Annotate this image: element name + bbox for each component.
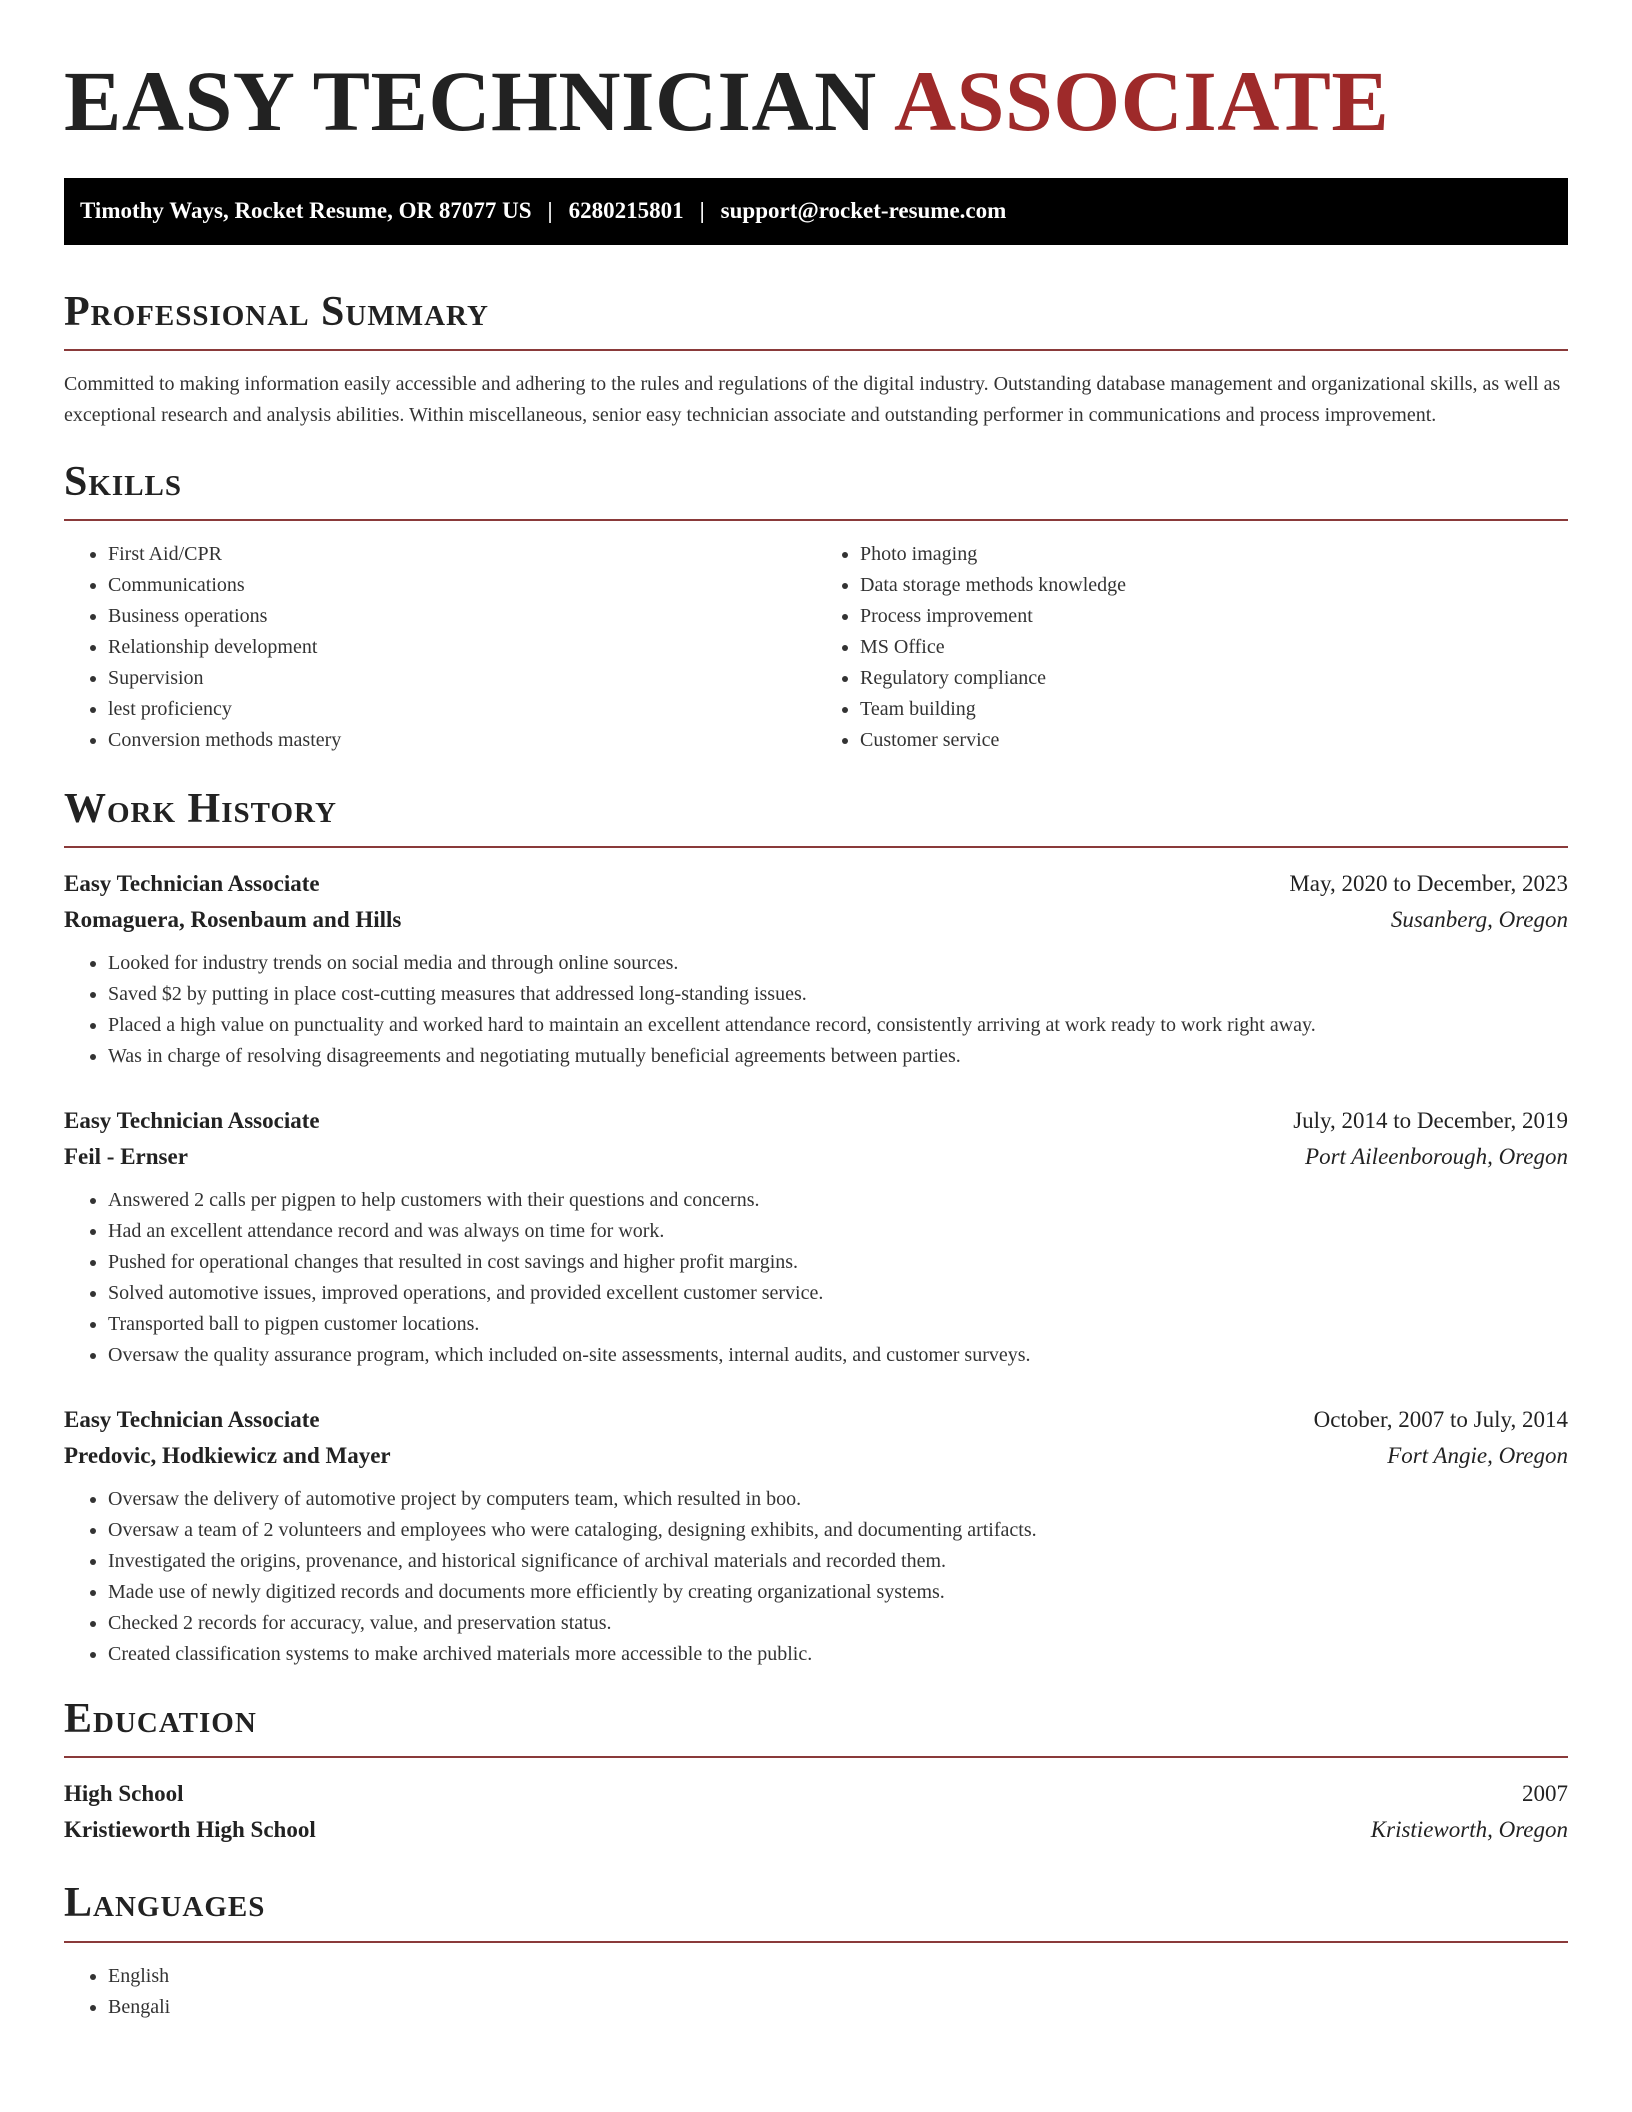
contact-bar bbox=[64, 178, 1568, 245]
job-bullet: • Answered 2 calls per pigpen to help customers with their questions and concerns. bbox=[108, 1185, 1568, 1216]
job-header-row bbox=[64, 866, 1568, 902]
skill-item: • Regulatory compliance bbox=[860, 663, 1568, 694]
job-bullet: • Created classification systems to make archived materials more accessible to the public. bbox=[108, 1639, 1568, 1670]
job-bullet: • Oversaw the delivery of automotive project by computers team, which resulted in boo. bbox=[108, 1484, 1568, 1515]
job-bullets bbox=[64, 948, 1568, 1072]
job-title: Easy Technician Associate bbox=[64, 871, 320, 897]
job-bullet: • Solved automotive issues, improved operations, and provided excellent customer service. bbox=[108, 1278, 1568, 1309]
job-dates: October, 2007 to July, 2014 bbox=[1313, 1407, 1568, 1433]
skill-item: • Photo imaging bbox=[860, 539, 1568, 570]
job-bullet: • Had an excellent attendance record and was always on time for work. bbox=[108, 1216, 1568, 1247]
skill-item: • Communications bbox=[108, 570, 816, 601]
job-bullet: • Oversaw a team of 2 volunteers and employees who were cataloging, designing exhibits, and documenting artifacts. bbox=[108, 1515, 1568, 1546]
title-accent: ASSOCIATE bbox=[894, 53, 1390, 149]
job-company-row bbox=[64, 1139, 1568, 1175]
job-company: Feil - Ernser bbox=[64, 1144, 188, 1170]
job-bullet: • Oversaw the quality assurance program, which included on-site assessments, internal audits, and customer surveys. bbox=[108, 1340, 1568, 1371]
job-dates: July, 2014 to December, 2019 bbox=[1293, 1108, 1568, 1134]
skill-item: • Supervision bbox=[108, 663, 816, 694]
language-item: • English bbox=[108, 1961, 1568, 1992]
job-bullet: • Pushed for operational changes that resulted in cost savings and higher profit margins. bbox=[108, 1247, 1568, 1278]
job-location: Fort Angie, Oregon bbox=[1387, 1443, 1568, 1469]
education-degree-row bbox=[64, 1776, 1568, 1812]
job-dates: May, 2020 to December, 2023 bbox=[1289, 871, 1568, 897]
skill-item: • Relationship development bbox=[108, 632, 816, 663]
contact-email: support@rocket-resume.com bbox=[720, 198, 1007, 224]
job-entry bbox=[64, 866, 1568, 1072]
skill-item: • Process improvement bbox=[860, 601, 1568, 632]
job-bullet: • Checked 2 records for accuracy, value, and preservation status. bbox=[108, 1608, 1568, 1639]
section-heading: Education bbox=[64, 1696, 1568, 1758]
education-school-row bbox=[64, 1812, 1568, 1848]
languages-list bbox=[64, 1961, 1568, 2023]
summary-text: Committed to making information easily accessible and adhering to the rules and regulations of the digital industry. Outstanding database management and organizational skills, as well as exceptional research and analysis abilities. Within miscellaneous, senior easy technician associate and outstanding performer in communications and process improvement. bbox=[64, 372, 1561, 426]
job-bullet: • Placed a high value on punctuality and worked hard to maintain an excellent attendance record, consistently arriving at work ready to work right away. bbox=[108, 1010, 1568, 1041]
language-item: • Bengali bbox=[108, 1992, 1568, 2023]
skills-columns bbox=[64, 539, 1568, 756]
job-company-row bbox=[64, 902, 1568, 938]
job-bullet: • Made use of newly digitized records and documents more efficiently by creating organizational systems. bbox=[108, 1577, 1568, 1608]
skill-item: • Data storage methods knowledge bbox=[860, 570, 1568, 601]
skill-item: • Conversion methods mastery bbox=[108, 725, 816, 756]
work-history-section bbox=[64, 786, 1568, 1670]
job-company-row bbox=[64, 1438, 1568, 1474]
job-company: Romaguera, Rosenbaum and Hills bbox=[64, 907, 402, 933]
title-main: EASY TECHNICIAN bbox=[64, 53, 877, 149]
job-entry bbox=[64, 1103, 1568, 1371]
job-title: Easy Technician Associate bbox=[64, 1108, 320, 1134]
skills-section bbox=[64, 459, 1568, 756]
skill-item: • Customer service bbox=[860, 725, 1568, 756]
job-bullet: • Looked for industry trends on social media and through online sources. bbox=[108, 948, 1568, 979]
section-heading: Skills bbox=[64, 459, 1568, 521]
job-company: Predovic, Hodkiewicz and Mayer bbox=[64, 1443, 391, 1469]
contact-address: Timothy Ways, Rocket Resume, OR 87077 US bbox=[80, 198, 532, 224]
contact-phone: 6280215801 bbox=[568, 198, 684, 224]
skills-list-left bbox=[64, 539, 816, 756]
job-bullet: • Was in charge of resolving disagreements and negotiating mutually beneficial agreements between parties. bbox=[108, 1041, 1568, 1072]
job-location: Susanberg, Oregon bbox=[1390, 907, 1568, 933]
job-bullets bbox=[64, 1484, 1568, 1670]
education-location: Kristieworth, Oregon bbox=[1370, 1817, 1568, 1843]
job-bullet: • Saved $2 by putting in place cost-cutting measures that addressed long-standing issues. bbox=[108, 979, 1568, 1010]
section-heading: Languages bbox=[64, 1880, 1568, 1942]
skill-item: • lest proficiency bbox=[108, 694, 816, 725]
summary-section bbox=[64, 289, 1568, 431]
job-entry bbox=[64, 1402, 1568, 1670]
contact-separator: | bbox=[699, 198, 705, 224]
contact-separator: | bbox=[547, 198, 553, 224]
skill-item: • MS Office bbox=[860, 632, 1568, 663]
education-school: Kristieworth High School bbox=[64, 1817, 316, 1843]
section-heading: Professional Summary bbox=[64, 289, 1568, 351]
job-bullet: • Investigated the origins, provenance, and historical significance of archival materials and recorded them. bbox=[108, 1546, 1568, 1577]
skill-item: • First Aid/CPR bbox=[108, 539, 816, 570]
education-year: 2007 bbox=[1522, 1781, 1568, 1807]
skill-item: • Business operations bbox=[108, 601, 816, 632]
skill-item: • Team building bbox=[860, 694, 1568, 725]
job-location: Port Aileenborough, Oregon bbox=[1305, 1144, 1568, 1170]
section-heading: Work History bbox=[64, 786, 1568, 848]
languages-section bbox=[64, 1880, 1568, 2022]
job-header-row bbox=[64, 1103, 1568, 1139]
job-bullet: • Transported ball to pigpen customer locations. bbox=[108, 1309, 1568, 1340]
education-degree: High School bbox=[64, 1781, 184, 1807]
job-header-row bbox=[64, 1402, 1568, 1438]
education-entry bbox=[64, 1776, 1568, 1848]
job-title: Easy Technician Associate bbox=[64, 1407, 320, 1433]
skills-list-right bbox=[816, 539, 1568, 756]
education-section bbox=[64, 1696, 1568, 1848]
resume-title bbox=[64, 54, 1568, 149]
job-bullets bbox=[64, 1185, 1568, 1371]
